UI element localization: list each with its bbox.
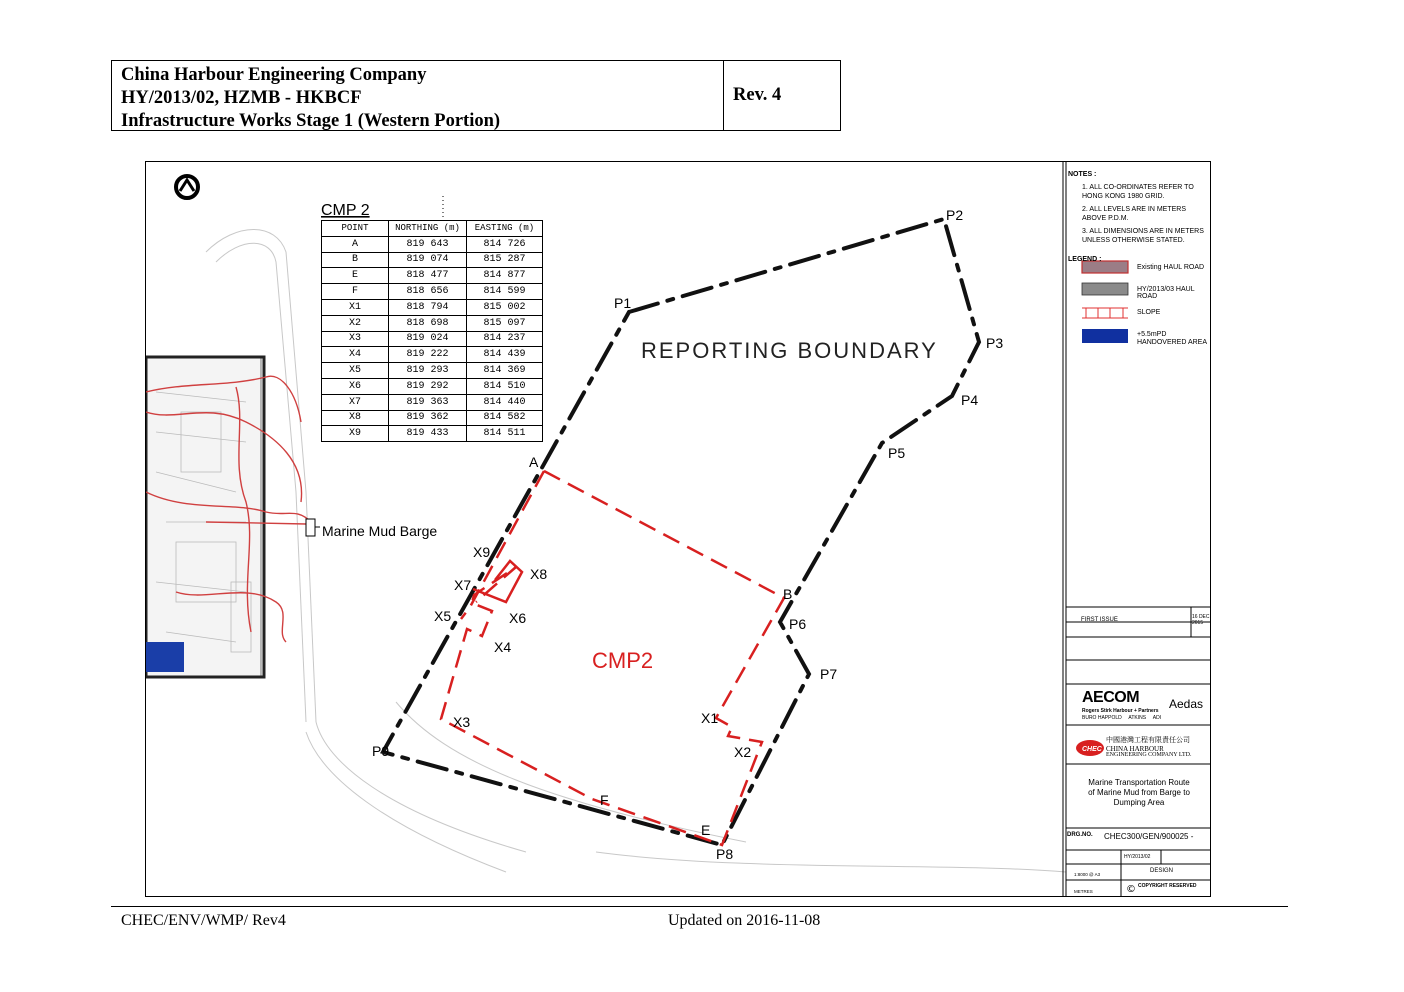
cmp-title: CMP 2 (321, 202, 370, 219)
legend-swatch-slope (1082, 308, 1128, 318)
point-label-p9: P9 (372, 743, 390, 759)
copyright-icon: © (1126, 884, 1136, 895)
chec-logo-icon (1076, 740, 1104, 756)
barge-label: Marine Mud Barge (322, 523, 438, 539)
drawing-title: Marine Transportation Route of Marine Mud from Barge to Dumping Area (1088, 778, 1190, 807)
header-title-cell (112, 61, 724, 130)
north-arrow-icon (176, 176, 198, 198)
footer-document-ref: CHEC/ENV/WMP/ Rev4 (121, 912, 286, 929)
col-header-northing: NORTHING (m) (389, 221, 467, 237)
point-label-a: A (529, 454, 539, 470)
easting-cell: 814 726 (467, 236, 543, 252)
northing-cell: 819 074 (389, 252, 467, 268)
table-row (322, 284, 543, 300)
contractor-english-line-2: ENGINEERING COMPANY LTD. (1106, 752, 1192, 758)
point-label-x6: X6 (509, 610, 527, 626)
northing-cell: 819 293 (389, 363, 467, 379)
point-label-x1: X1 (701, 710, 719, 726)
point-label-x5: X5 (434, 608, 452, 624)
point-label-p6: P6 (789, 616, 807, 632)
table-row (322, 394, 543, 410)
easting-cell: 815 002 (467, 299, 543, 315)
point-cell: B (322, 252, 389, 268)
point-cell: A (322, 236, 389, 252)
easting-cell: 814 877 (467, 268, 543, 284)
point-label-x4: X4 (494, 639, 512, 655)
point-label-p7: P7 (820, 666, 838, 682)
table-row (322, 315, 543, 331)
point-label-p8: P8 (716, 846, 734, 862)
easting-cell: 814 369 (467, 363, 543, 379)
col-header-easting: EASTING (m) (467, 221, 543, 237)
works-title: Infrastructure Works Stage 1 (Western Portion) (121, 111, 501, 131)
table-row (322, 347, 543, 363)
legend-title: LEGEND : (1068, 256, 1102, 263)
easting-cell: 815 097 (467, 315, 543, 331)
note-2: 2. ALL LEVELS ARE IN METERS ABOVE P.D.M. (1082, 206, 1187, 222)
drawing-canvas (146, 162, 1211, 897)
easting-cell: 814 439 (467, 347, 543, 363)
northing-cell: 819 024 (389, 331, 467, 347)
reporting-boundary-label: REPORTING BOUNDARY (641, 338, 938, 363)
point-cell: E (322, 268, 389, 284)
table-row (322, 410, 543, 426)
aedas-logo: Aedas (1169, 697, 1204, 711)
northing-cell: 819 643 (389, 236, 467, 252)
point-label-p1: P1 (614, 295, 632, 311)
contract-number: HY/2013/02, HZMB - HKBCF (121, 88, 362, 108)
notes-title: NOTES : (1068, 171, 1097, 178)
easting-cell: 814 440 (467, 394, 543, 410)
point-label-x3: X3 (453, 714, 471, 730)
northing-cell: 819 362 (389, 410, 467, 426)
table-row (322, 426, 543, 442)
point-cell: X5 (322, 363, 389, 379)
company-name: China Harbour Engineering Company (121, 65, 427, 85)
contractor-english-line-1: CHINA HARBOUR (1106, 745, 1164, 753)
site-drawing (145, 161, 1211, 897)
table-row (322, 299, 543, 315)
point-cell: X6 (322, 378, 389, 394)
issue-label: FIRST ISSUE (1081, 617, 1118, 623)
point-cell: X3 (322, 331, 389, 347)
point-label-b: B (783, 586, 793, 602)
table-row (322, 331, 543, 347)
northing-cell: 819 433 (389, 426, 467, 442)
easting-cell: 815 287 (467, 252, 543, 268)
coordinates-table (321, 220, 543, 442)
scale-label: 1:8000 @ A3 (1074, 872, 1101, 877)
point-cell: X9 (322, 426, 389, 442)
table-row (322, 268, 543, 284)
drawing-number: CHEC300/GEN/900025 - (1104, 832, 1194, 841)
point-cell: F (322, 284, 389, 300)
point-label-e: E (701, 822, 711, 838)
point-cell: X7 (322, 394, 389, 410)
issue-date: 16 DEC 2015 (1192, 614, 1210, 626)
contract-no: HY/2013/02 (1124, 854, 1151, 860)
legend-label-slope: SLOPE (1137, 309, 1161, 316)
easting-cell: 814 237 (467, 331, 543, 347)
table-row (322, 252, 543, 268)
legend-label-handover: +5.5mPD HANDOVERED AREA (1137, 331, 1208, 346)
point-label-x9: X9 (473, 544, 491, 560)
legend-swatch-handover (1082, 329, 1128, 343)
northing-cell: 818 698 (389, 315, 467, 331)
easting-cell: 814 599 (467, 284, 543, 300)
point-label-p2: P2 (946, 207, 964, 223)
easting-cell: 814 510 (467, 378, 543, 394)
northing-cell: 819 292 (389, 378, 467, 394)
point-label-x2: X2 (734, 744, 752, 760)
point-label-p4: P4 (961, 392, 979, 408)
point-cell: X2 (322, 315, 389, 331)
point-cell: X8 (322, 410, 389, 426)
legend-label-existing-road: Existing HAUL ROAD (1137, 264, 1205, 271)
svg-text:CHEC: CHEC (1082, 746, 1102, 753)
point-cell: X4 (322, 347, 389, 363)
point-cell: X1 (322, 299, 389, 315)
table-row (322, 236, 543, 252)
contractor-chinese-name: 中國港灣工程有限責任公司 (1106, 736, 1190, 744)
point-label-f: F (600, 792, 609, 808)
document-header (111, 60, 841, 131)
revision-label: Rev. 4 (733, 85, 782, 105)
northing-cell: 818 656 (389, 284, 467, 300)
footer-updated-date: Updated on 2016-11-08 (668, 912, 821, 929)
point-label-p5: P5 (888, 445, 906, 461)
cmp2-label: CMP2 (592, 648, 654, 673)
legend-swatch-hy-road (1082, 283, 1128, 295)
northing-cell: 819 222 (389, 347, 467, 363)
footer-rule (111, 906, 1288, 907)
legend-label-hy-road: HY/2013/03 HAUL ROAD (1137, 286, 1195, 300)
easting-cell: 814 511 (467, 426, 543, 442)
northing-cell: 819 363 (389, 394, 467, 410)
table-row (322, 363, 543, 379)
status-label: DESIGN (1150, 868, 1174, 874)
coordinates-table-body (322, 236, 543, 441)
point-label-x7: X7 (454, 577, 472, 593)
partners-line-2: BURO HAPPOLD ATKINS ADI (1082, 715, 1162, 721)
partners-line-1: Rogers Stirk Harbour + Partners (1082, 708, 1159, 714)
northing-cell: 818 794 (389, 299, 467, 315)
units-label: METRES (1074, 889, 1093, 894)
table-row (322, 378, 543, 394)
aecom-logo: AECOM (1082, 689, 1140, 706)
note-1: 1. ALL CO-ORDINATES REFER TO HONG KONG 1980 GRID. (1082, 184, 1194, 200)
point-label-x8: X8 (530, 566, 548, 582)
easting-cell: 814 582 (467, 410, 543, 426)
northing-cell: 818 477 (389, 268, 467, 284)
point-label-p3: P3 (986, 335, 1004, 351)
notes-block (1068, 170, 1208, 264)
note-3: 3. ALL DIMENSIONS ARE IN METERS UNLESS OTHERWISE STATED. (1082, 228, 1204, 244)
col-header-point: POINT (322, 221, 389, 237)
table-header-row (322, 221, 543, 237)
barge-marker (306, 519, 320, 536)
copyright-label: COPYRIGHT RESERVED (1138, 883, 1197, 889)
drawing-no-label: DRG.NO. (1067, 832, 1093, 838)
